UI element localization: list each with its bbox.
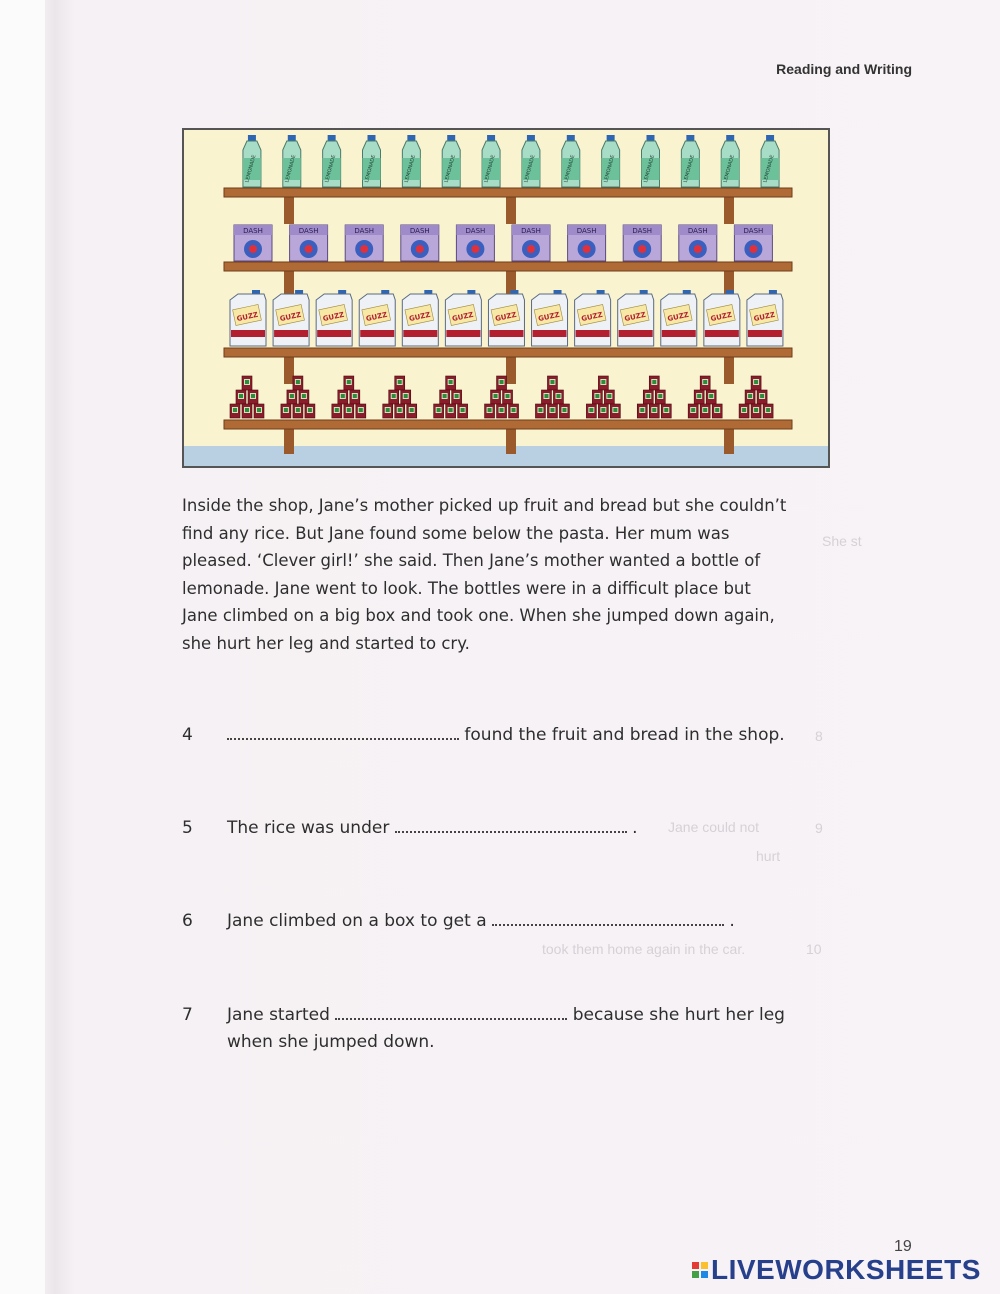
answer-blank-6[interactable] [492, 914, 724, 926]
shelf-bracket [284, 356, 294, 384]
story-passage [182, 492, 842, 658]
svg-text:GUZZ: GUZZ [537, 310, 561, 324]
shelf-bracket [284, 428, 294, 454]
svg-text:DASH: DASH [576, 227, 597, 235]
shelf-bracket [506, 428, 516, 454]
story-line: Jane climbed on a big box and took one. When she jumped down again, [182, 606, 775, 626]
question-6 [182, 908, 822, 935]
svg-text:GUZZ: GUZZ [279, 310, 302, 324]
svg-text:GUZZ: GUZZ [451, 310, 475, 324]
shelf-bracket [724, 428, 734, 454]
question-5 [182, 815, 822, 842]
shelf-bracket [506, 196, 516, 224]
question-text-line-2: when she jumped down. [227, 1032, 435, 1052]
show-through-number: 10 [806, 941, 822, 957]
svg-text:DASH: DASH [743, 227, 764, 235]
shelf-board [224, 348, 792, 357]
svg-text:LEMONADE: LEMONADE [523, 154, 537, 184]
svg-text:DASH: DASH [354, 227, 375, 235]
svg-text:LEMONADE: LEMONADE [603, 154, 617, 184]
guzz-jug [661, 290, 697, 346]
page-number: 19 [894, 1238, 912, 1255]
shop-shelves-illustration [182, 128, 830, 468]
svg-text:DASH: DASH [521, 227, 541, 235]
svg-text:LEMONADE: LEMONADE [284, 154, 298, 184]
svg-text:GUZZ: GUZZ [494, 310, 518, 324]
lemonade-bottle [681, 135, 699, 187]
svg-text:LEMONADE: LEMONADE [682, 154, 696, 184]
svg-text:GUZZ: GUZZ [709, 310, 733, 324]
shelf-bracket [724, 356, 734, 384]
svg-text:GUZZ: GUZZ [236, 310, 259, 324]
lemonade-bottle [761, 135, 779, 187]
dash-box [456, 225, 494, 261]
question-7 [182, 1002, 822, 1056]
liveworksheets-logo[interactable] [692, 1256, 981, 1284]
question-number: 4 [182, 725, 193, 745]
guzz-jug [316, 290, 352, 346]
dash-box [401, 225, 439, 261]
question-text: found the fruit and bread in the shop. [227, 722, 822, 749]
guzz-jug [532, 290, 568, 346]
svg-text:DASH: DASH [632, 227, 653, 235]
question-4 [182, 722, 822, 749]
story-line: find any rice. But Jane found some below the pasta. Her mum was [182, 523, 730, 543]
guzz-jug [618, 290, 654, 346]
story-line: pleased. ‘Clever girl!’ she said. Then Jane’s mother wanted a bottle of [182, 551, 761, 571]
guzz-jug [704, 290, 740, 346]
question-text: Jane climbed on a box to get a . [227, 911, 735, 931]
story-line: Inside the shop, Jane’s mother picked up fruit and bread but she couldn’t [182, 496, 787, 515]
story-line: lemonade. Jane went to look. The bottles were in a difficult place but [182, 578, 751, 598]
svg-text:LEMONADE: LEMONADE [563, 154, 577, 184]
lemonade-bottle [323, 135, 341, 187]
dash-box [234, 225, 272, 261]
shelf-bracket [506, 356, 516, 384]
answer-blank-7[interactable] [335, 1008, 567, 1020]
svg-text:DASH: DASH [687, 227, 708, 235]
lemonade-bottle [363, 135, 381, 187]
show-through-text: Jane could not [668, 819, 760, 835]
guzz-jug [575, 290, 611, 346]
dash-box [512, 225, 550, 261]
svg-text:GUZZ: GUZZ [322, 310, 345, 324]
lemonade-bottle [243, 135, 261, 187]
guzz-jug [488, 290, 524, 346]
guzz-jug [402, 290, 438, 346]
svg-text:LEMONADE: LEMONADE [443, 154, 457, 184]
show-through-text: took them home again in the car. [542, 941, 746, 957]
svg-text:GUZZ: GUZZ [408, 310, 432, 324]
lemonade-bottle [442, 135, 460, 187]
svg-text:DASH: DASH [465, 227, 486, 235]
shelf-drawing [184, 130, 828, 466]
svg-text:LEMONADE: LEMONADE [403, 154, 417, 184]
guzz-jug [230, 290, 266, 346]
svg-text:LEMONADE: LEMONADE [244, 154, 258, 184]
lemonade-bottle [482, 135, 500, 187]
guzz-jug [747, 290, 783, 346]
svg-text:GUZZ: GUZZ [365, 310, 389, 324]
shelf-bracket [284, 196, 294, 224]
svg-text:GUZZ: GUZZ [666, 310, 690, 324]
svg-text:DASH: DASH [409, 227, 430, 235]
svg-text:LEMONADE: LEMONADE [762, 154, 776, 184]
brand-name: LIVEWORKSHEETS [711, 1254, 981, 1285]
lemonade-bottle [642, 135, 660, 187]
shelf-bracket [724, 196, 734, 224]
question-number: 7 [182, 1005, 193, 1025]
shelf-board [224, 188, 792, 197]
svg-text:LEMONADE: LEMONADE [324, 154, 338, 184]
page-edge [0, 0, 45, 1294]
svg-text:DASH: DASH [298, 227, 319, 235]
guzz-jug [273, 290, 309, 346]
svg-text:DASH: DASH [243, 227, 263, 235]
show-through-text: hurt [756, 848, 781, 864]
lemonade-bottle [562, 135, 580, 187]
logo-icon [692, 1262, 708, 1278]
svg-text:LEMONADE: LEMONADE [363, 154, 378, 184]
svg-text:GUZZ: GUZZ [752, 310, 776, 324]
running-header: Reading and Writing [776, 61, 912, 77]
show-through-text: She st [822, 533, 862, 549]
story-line: she hurt her leg and started to cry. [182, 633, 470, 653]
dash-box [568, 225, 606, 261]
svg-text:LEMONADE: LEMONADE [642, 154, 657, 184]
lemonade-bottle [721, 135, 739, 187]
lemonade-bottle [602, 135, 620, 187]
lemonade-bottle [402, 135, 420, 187]
guzz-jug [445, 290, 481, 346]
dash-box [345, 225, 383, 261]
dash-box [623, 225, 661, 261]
dash-box [290, 225, 328, 261]
svg-text:LEMONADE: LEMONADE [483, 154, 497, 184]
show-through-number: 9 [815, 820, 823, 836]
answer-blank-4[interactable] [227, 728, 459, 740]
shelf-board [224, 262, 792, 271]
lemonade-bottle [522, 135, 540, 187]
shelf-board [224, 420, 792, 429]
svg-text:LEMONADE: LEMONADE [722, 154, 736, 184]
show-through-number: 8 [815, 728, 823, 744]
question-text: Jane started because she hurt her leg [227, 1005, 785, 1025]
guzz-jug [359, 290, 395, 346]
question-number: 5 [182, 818, 193, 838]
dash-box [679, 225, 717, 261]
lemonade-bottle [283, 135, 301, 187]
dash-box [734, 225, 772, 261]
question-number: 6 [182, 911, 193, 931]
svg-text:GUZZ: GUZZ [580, 310, 604, 324]
answer-blank-5[interactable] [395, 821, 627, 833]
svg-text:GUZZ: GUZZ [623, 310, 647, 324]
question-text: The rice was under . [227, 818, 638, 838]
